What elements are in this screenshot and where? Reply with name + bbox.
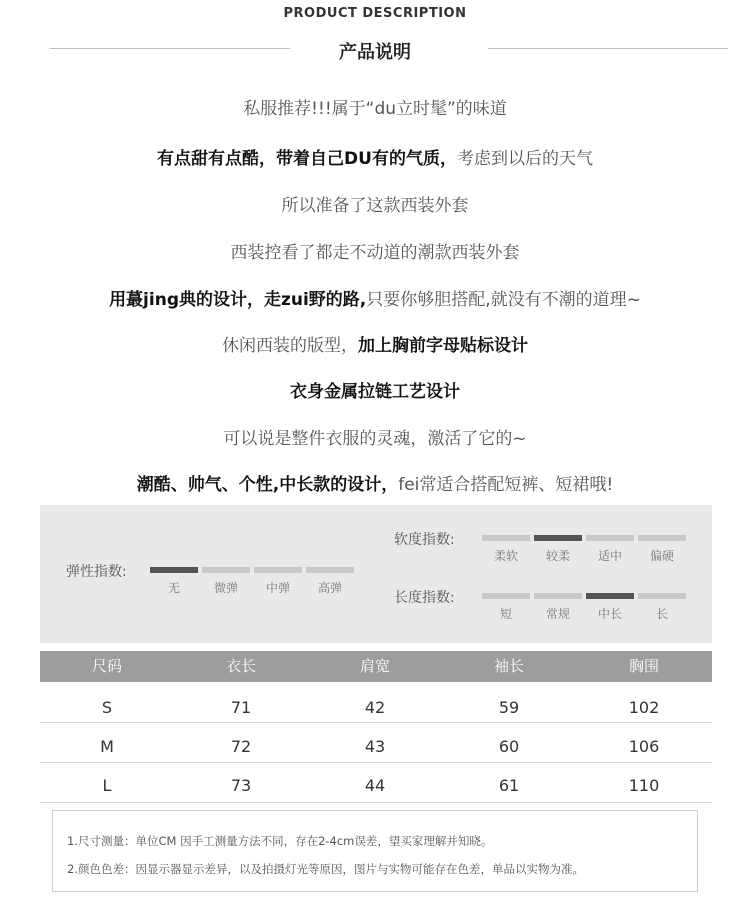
- index-segment: [254, 567, 302, 573]
- table-header-shoulder: 肩宽: [359, 657, 390, 675]
- description-line: 衣身金属拉链工艺设计: [290, 382, 460, 402]
- notes-box: [52, 810, 698, 892]
- index-segment: [586, 535, 634, 541]
- length-label: 长度指数:: [394, 590, 455, 606]
- table-cell: 102: [628, 698, 660, 717]
- table-cell: 71: [230, 698, 252, 717]
- note-measurement: 1.尺寸测量：单位CM 因手工测量方法不同，存在2-4cm误差，望买家理解并知晓。: [67, 834, 493, 848]
- index-option-label: 高弹: [317, 581, 342, 595]
- index-panel: [40, 505, 712, 643]
- table-header-size: 尺码: [91, 657, 122, 675]
- table-cell: 60: [498, 737, 520, 756]
- index-segment: [638, 535, 686, 541]
- table-row-divider: [40, 802, 712, 803]
- description-line: 所以准备了这款西装外套: [281, 196, 469, 216]
- header-divider-right: [488, 48, 728, 49]
- index-segment: [638, 593, 686, 599]
- length-scale: [482, 593, 690, 623]
- table-row-divider: [40, 762, 712, 763]
- index-option-label: 无: [167, 581, 180, 595]
- index-option-label: 偏硬: [649, 549, 674, 563]
- table-cell: S: [101, 698, 113, 717]
- description-line: 用蕞jing典的设计，走zui野的路,只要你够胆搭配,就没有不潮的道理~: [109, 290, 641, 310]
- index-option-label: 常规: [545, 607, 570, 621]
- table-cell: 61: [498, 776, 520, 795]
- table-header-sleeve: 袖长: [493, 657, 524, 675]
- table-row-divider: [40, 722, 712, 723]
- index-option-label: 短: [499, 607, 512, 621]
- index-option-label: 中弹: [265, 581, 290, 595]
- table-header-chest: 胸围: [628, 657, 659, 675]
- index-segment-selected: [534, 535, 582, 541]
- table-cell: M: [100, 737, 114, 756]
- table-cell: 59: [498, 698, 520, 717]
- header-title-en: PRODUCT DESCRIPTION: [283, 6, 467, 21]
- index-segment: [482, 535, 530, 541]
- table-cell: 106: [628, 737, 660, 756]
- description-line: 西装控看了都走不动道的潮款西装外套: [230, 243, 520, 263]
- description-line: 有点甜有点酷，带着自己DU有的气质，考虑到以后的天气: [157, 149, 593, 169]
- index-segment-selected: [150, 567, 198, 573]
- header-title-zh: 产品说明: [339, 42, 411, 63]
- index-option-label: 长: [655, 607, 668, 621]
- table-cell: 72: [230, 737, 252, 756]
- index-option-label: 适中: [597, 549, 622, 563]
- index-segment: [306, 567, 354, 573]
- elasticity-label: 弹性指数:: [66, 564, 127, 580]
- index-segment-selected: [586, 593, 634, 599]
- index-option-label: 较柔: [545, 549, 570, 563]
- table-cell: L: [102, 776, 112, 795]
- index-segment: [482, 593, 530, 599]
- table-cell: 42: [364, 698, 386, 717]
- elasticity-scale: [150, 567, 358, 597]
- softness-scale: [482, 535, 690, 565]
- table-cell: 110: [628, 776, 660, 795]
- description-line: 可以说是整件衣服的灵魂，激活了它的~: [223, 429, 527, 449]
- index-option-label: 中长: [597, 607, 622, 621]
- index-option-label: 微弹: [213, 581, 238, 595]
- table-cell: 43: [364, 737, 386, 756]
- note-color-difference: 2.颜色色差：因显示器显示差异，以及拍摄灯光等原因，图片与实物可能存在色差，单品以实物为准。: [67, 862, 584, 876]
- index-segment: [202, 567, 250, 573]
- index-segment: [534, 593, 582, 599]
- description-line: 休闲西装的版型，加上胸前字母贴标设计: [222, 336, 528, 356]
- softness-label: 软度指数:: [394, 532, 455, 548]
- table-cell: 73: [230, 776, 252, 795]
- description-line: 潮酷、帅气、个性,中长款的设计，fei常适合搭配短裤、短裙哦!: [136, 475, 614, 495]
- table-cell: 44: [364, 776, 386, 795]
- index-option-label: 柔软: [493, 549, 518, 563]
- description-line: 私服推荐!!!属于“du立时髦”的味道: [243, 99, 507, 119]
- table-header-length: 衣长: [225, 657, 256, 675]
